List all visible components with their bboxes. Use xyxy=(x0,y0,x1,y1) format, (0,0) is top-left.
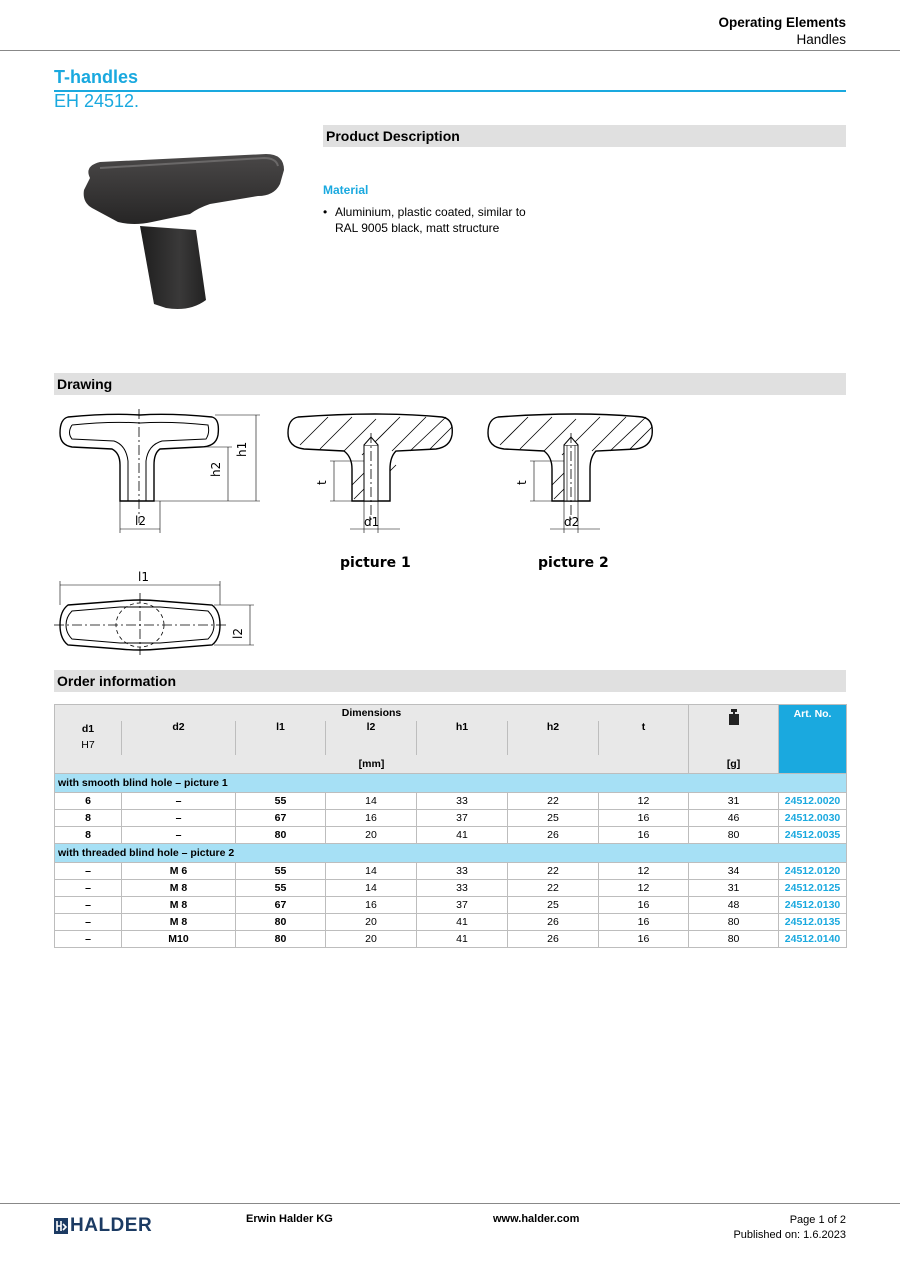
order-table xyxy=(54,704,847,948)
table-cell: 80 xyxy=(689,914,779,931)
table-cell: 55 xyxy=(236,793,326,810)
table-cell: 33 xyxy=(417,880,508,897)
order-table-head xyxy=(55,705,847,774)
table-cell: 26 xyxy=(508,827,599,844)
title-rule xyxy=(54,90,846,92)
unit-g: [g] xyxy=(726,758,741,770)
art-no-header: Art. No. xyxy=(779,705,847,774)
product-photo xyxy=(78,148,290,313)
table-cell: M 8 xyxy=(122,897,236,914)
col-d1-label: d1 xyxy=(81,723,95,735)
table-cell: – xyxy=(122,793,236,810)
side-view xyxy=(60,409,260,533)
article-number[interactable]: 24512.0035 xyxy=(779,827,847,844)
table-cell: 14 xyxy=(326,793,417,810)
col-h1: h1 xyxy=(417,721,508,755)
table-row xyxy=(55,880,847,897)
dim-t-pic1: t xyxy=(315,480,329,485)
dim-d1: d1 xyxy=(364,515,380,529)
table-cell: 16 xyxy=(599,931,689,948)
table-row xyxy=(55,810,847,827)
table-cell: 20 xyxy=(326,914,417,931)
dim-t-pic2: t xyxy=(515,480,529,485)
table-cell: 37 xyxy=(417,810,508,827)
table-cell: M10 xyxy=(122,931,236,948)
table-cell: 22 xyxy=(508,880,599,897)
article-number[interactable]: 24512.0125 xyxy=(779,880,847,897)
table-cell: 20 xyxy=(326,827,417,844)
table-cell: 14 xyxy=(326,880,417,897)
dim-d2: d2 xyxy=(564,515,580,529)
table-row xyxy=(55,897,847,914)
col-d1-tolerance: H7 xyxy=(81,739,95,751)
group-label: with threaded blind hole – picture 2 xyxy=(55,844,847,863)
footer-website[interactable]: www.halder.com xyxy=(493,1213,580,1225)
table-cell: 34 xyxy=(689,863,779,880)
table-cell: 14 xyxy=(326,863,417,880)
table-cell: 31 xyxy=(689,880,779,897)
dim-h1: h1 xyxy=(235,441,249,457)
group-row xyxy=(55,774,847,793)
table-cell: 55 xyxy=(236,880,326,897)
table-cell: 67 xyxy=(236,897,326,914)
published-date: Published on: 1.6.2023 xyxy=(733,1229,846,1241)
product-description-header: Product Description xyxy=(323,125,846,147)
table-cell: 25 xyxy=(508,810,599,827)
footer-divider xyxy=(0,1203,900,1204)
header-category xyxy=(718,14,846,48)
table-cell: 16 xyxy=(326,897,417,914)
table-cell: 33 xyxy=(417,863,508,880)
col-d2: d2 xyxy=(122,721,236,755)
halder-logo xyxy=(54,1216,152,1236)
col-l2: l2 xyxy=(326,721,417,755)
weight-icon xyxy=(728,709,740,725)
table-cell: 22 xyxy=(508,863,599,880)
material-description xyxy=(323,204,563,236)
table-cell: 80 xyxy=(689,931,779,948)
table-row xyxy=(55,827,847,844)
table-cell: – xyxy=(55,880,122,897)
table-cell: 46 xyxy=(689,810,779,827)
dim-l2-side: l2 xyxy=(135,514,146,528)
table-cell: 20 xyxy=(326,931,417,948)
table-cell: 80 xyxy=(236,931,326,948)
table-cell: 41 xyxy=(417,914,508,931)
table-cell: 41 xyxy=(417,827,508,844)
weight-header xyxy=(689,705,779,774)
table-cell: 55 xyxy=(236,863,326,880)
table-cell: 80 xyxy=(689,827,779,844)
table-cell: – xyxy=(55,863,122,880)
product-code: EH 24512. xyxy=(54,91,140,111)
table-row xyxy=(55,863,847,880)
table-cell: 48 xyxy=(689,897,779,914)
category-title: Operating Elements xyxy=(718,15,846,30)
bullet-icon: • xyxy=(323,205,328,219)
table-cell: 80 xyxy=(236,914,326,931)
table-cell: – xyxy=(55,931,122,948)
unit-mm: [mm] xyxy=(55,755,689,774)
page-number: Page 1 of 2 xyxy=(789,1214,846,1226)
table-cell: 16 xyxy=(599,810,689,827)
dim-l2-top: l2 xyxy=(231,628,245,639)
article-number[interactable]: 24512.0120 xyxy=(779,863,847,880)
col-l1: l1 xyxy=(236,721,326,755)
table-cell: – xyxy=(122,827,236,844)
table-cell: 41 xyxy=(417,931,508,948)
article-number[interactable]: 24512.0020 xyxy=(779,793,847,810)
article-number[interactable]: 24512.0135 xyxy=(779,914,847,931)
table-cell: 25 xyxy=(508,897,599,914)
group-label: with smooth blind hole – picture 1 xyxy=(55,774,847,793)
header-divider xyxy=(0,50,900,51)
table-cell: M 6 xyxy=(122,863,236,880)
col-t: t xyxy=(599,721,689,755)
table-cell: 26 xyxy=(508,931,599,948)
table-cell: 80 xyxy=(236,827,326,844)
table-cell: 16 xyxy=(326,810,417,827)
dim-h2: h2 xyxy=(209,461,223,477)
material-line-1: Aluminium, plastic coated, similar to xyxy=(335,205,526,219)
table-cell: 67 xyxy=(236,810,326,827)
material-line-2: RAL 9005 black, matt structure xyxy=(335,221,500,235)
col-h2: h2 xyxy=(508,721,599,755)
order-information-header: Order information xyxy=(54,670,846,692)
picture-2-label: picture 2 xyxy=(538,555,609,571)
table-cell: 8 xyxy=(55,827,122,844)
table-row xyxy=(55,914,847,931)
article-number[interactable]: 24512.0140 xyxy=(779,931,847,948)
table-cell: – xyxy=(122,810,236,827)
col-d1 xyxy=(55,721,122,755)
article-number[interactable]: 24512.0130 xyxy=(779,897,847,914)
technical-drawing xyxy=(50,405,670,655)
table-cell: 12 xyxy=(599,863,689,880)
table-cell: 31 xyxy=(689,793,779,810)
subcategory-title: Handles xyxy=(796,32,846,47)
drawing-header: Drawing xyxy=(54,373,846,395)
table-cell: 12 xyxy=(599,880,689,897)
table-cell: 16 xyxy=(599,827,689,844)
order-table-body xyxy=(55,774,847,948)
table-cell: M 8 xyxy=(122,914,236,931)
halder-logo-icon xyxy=(54,1218,68,1234)
dimensions-label: Dimensions xyxy=(55,705,689,722)
table-cell: 16 xyxy=(599,897,689,914)
picture-1-label: picture 1 xyxy=(340,555,411,571)
footer-company: Erwin Halder KG xyxy=(246,1213,333,1225)
table-cell: 16 xyxy=(599,914,689,931)
top-view xyxy=(54,581,254,655)
footer-page-info xyxy=(733,1213,846,1243)
table-cell: 33 xyxy=(417,793,508,810)
table-cell: 37 xyxy=(417,897,508,914)
table-cell: 26 xyxy=(508,914,599,931)
table-row xyxy=(55,931,847,948)
table-cell: 12 xyxy=(599,793,689,810)
table-row xyxy=(55,793,847,810)
material-label: Material xyxy=(323,183,369,197)
halder-logo-text: HALDER xyxy=(70,1215,153,1236)
table-cell: 8 xyxy=(55,810,122,827)
table-cell: 22 xyxy=(508,793,599,810)
table-cell: 6 xyxy=(55,793,122,810)
group-row xyxy=(55,844,847,863)
article-number[interactable]: 24512.0030 xyxy=(779,810,847,827)
dim-l1: l1 xyxy=(138,570,149,584)
table-cell: – xyxy=(55,914,122,931)
table-cell: M 8 xyxy=(122,880,236,897)
page-title: T-handles xyxy=(54,67,139,87)
table-cell: – xyxy=(55,897,122,914)
